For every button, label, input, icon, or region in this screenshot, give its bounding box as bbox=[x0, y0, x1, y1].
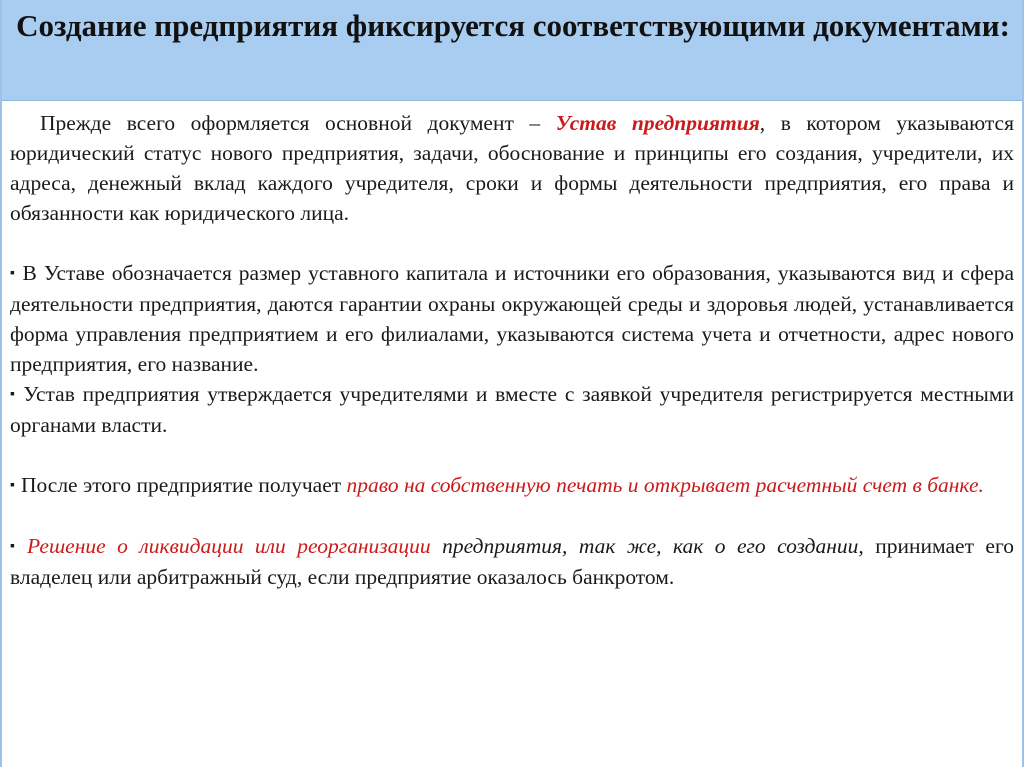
bullet-icon: ▪ bbox=[10, 539, 22, 554]
paragraph-charter bbox=[10, 108, 1014, 228]
slide-title: Создание предприятия фиксируется соответствующими документами: bbox=[16, 8, 1010, 43]
paragraph-text: , в котором указываются юридический статус нового предприятия, задачи, обоснование и принципы его создания, учредители, их адреса, денежный вклад каждого учредителя, сроки и формы деятельности предприятия, его права и обязанности как юридического лица. bbox=[10, 111, 1014, 225]
paragraph-italic-text: предприятия, так же, как о его создании, bbox=[430, 534, 864, 558]
paragraph-charter-contents bbox=[10, 258, 1014, 379]
paragraph-liquidation bbox=[10, 531, 1014, 592]
spacer bbox=[10, 501, 1014, 531]
bullet-icon: ▪ bbox=[10, 478, 15, 493]
title-bar bbox=[2, 0, 1022, 101]
paragraph-text: принимает его владелец или арбитражный суд, если предприятие оказалось банкротом. bbox=[10, 534, 1014, 589]
highlight-liquidation: Решение о ликвидации или реорганизации bbox=[27, 534, 431, 558]
paragraph-seal-account bbox=[10, 470, 1014, 501]
highlight-charter: Устав предприятия bbox=[555, 111, 760, 135]
bullet-icon: ▪ bbox=[10, 266, 17, 281]
slide-content bbox=[10, 108, 1014, 592]
paragraph-charter-approval bbox=[10, 379, 1014, 440]
spacer bbox=[10, 440, 1014, 470]
paragraph-text: Прежде всего оформляется основной документ – bbox=[40, 111, 556, 135]
paragraph-text: В Уставе обозначается размер уставного капитала и источники его образования, указываются вид и сфера деятельности предприятия, даются гарантии охраны окружающей среды и здоровья людей, устанавливается форма управления предприятием и его филиалами, указываются система учета и отчетности, адрес нового предприятия, его название. bbox=[10, 261, 1014, 376]
highlight-seal-account: право на собственную печать и открывает расчетный счет в банке. bbox=[346, 473, 984, 497]
paragraph-text: После этого предприятие получает bbox=[20, 473, 347, 497]
bullet-icon: ▪ bbox=[10, 387, 18, 402]
spacer bbox=[10, 228, 1014, 258]
paragraph-text: Устав предприятия утверждается учредителями и вместе с заявкой учредителя регистрируется местными органами власти. bbox=[10, 382, 1014, 437]
